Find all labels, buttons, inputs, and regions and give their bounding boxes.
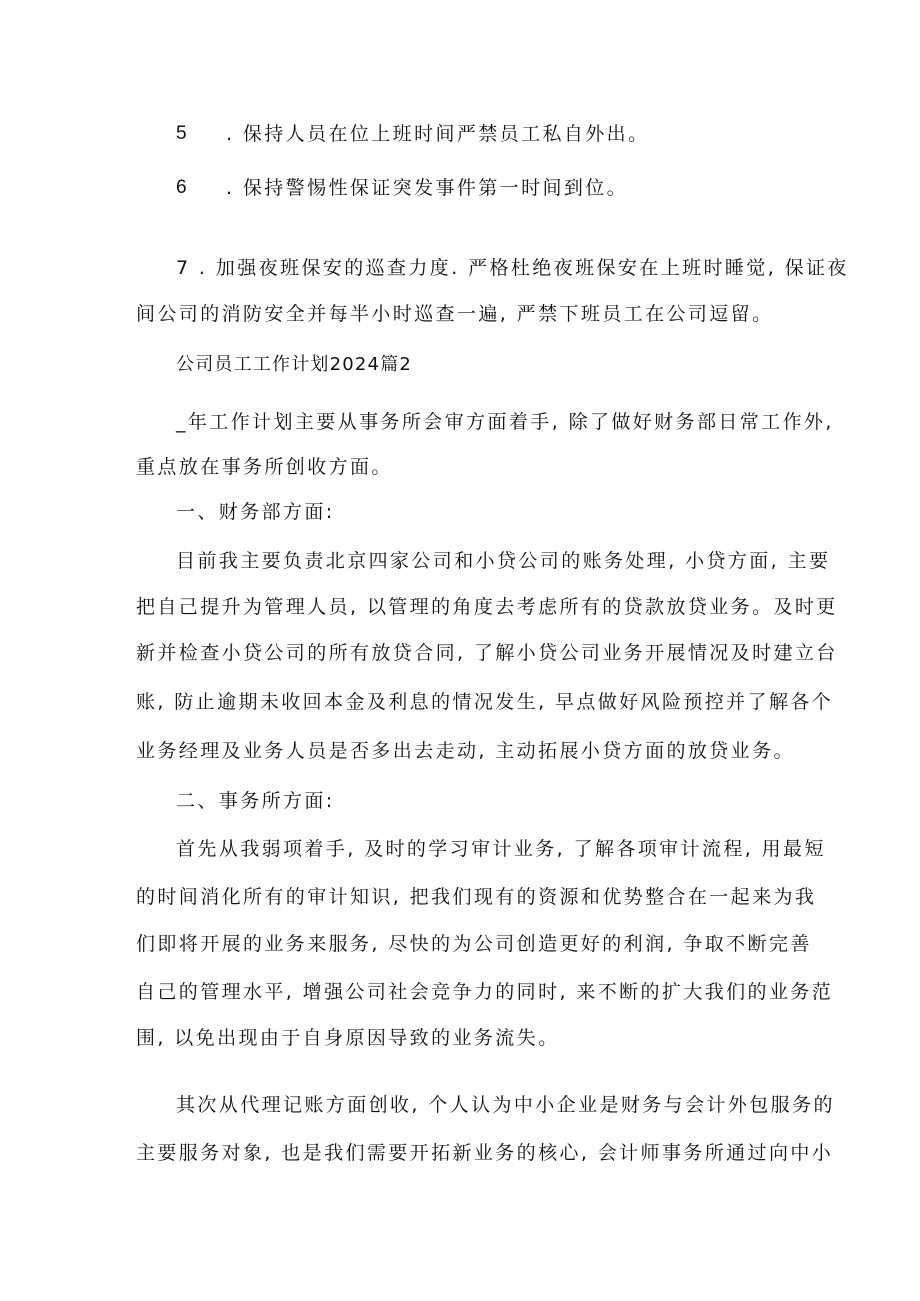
office-body-line-1: 首先从我弱项着手, 及时的学习审计业务, 了解各项审计流程, 用最短 bbox=[176, 838, 826, 860]
agency-body-line-1: 其次从代理记账方面创收, 个人认为中小企业是财务与会计外包服务的 bbox=[176, 1094, 835, 1116]
list-item-7-line-2: 间公司的消防安全并每半小时巡查一遍, 严禁下班员工在公司逗留。 bbox=[136, 303, 774, 325]
list-item-5-text: . 保持人员在位上班时间严禁员工私自外出。 bbox=[226, 123, 650, 145]
list-item-6-number: 6 bbox=[176, 177, 187, 198]
office-body-line-4: 自己的管理水平, 增强公司社会竞争力的同时, 来不断的扩大我们的业务范 bbox=[136, 981, 834, 1003]
list-item-7-line-1: 7 . 加强夜班保安的巡查力度. 严格杜绝夜班保安在上班时睡觉, 保证夜 bbox=[176, 257, 849, 279]
office-body-line-2: 的时间消化所有的审计知识, 把我们现有的资源和优势整合在一起来为我 bbox=[136, 886, 817, 908]
finance-body-line-5: 业务经理及业务人员是否多出去走动, 主动拓展小贷方面的放贷业务。 bbox=[136, 740, 795, 762]
intro-line-1: _年工作计划主要从事务所会审方面着手, 除了做好财务部日常工作外, bbox=[176, 411, 834, 433]
finance-body-line-3: 新并检查小贷公司的所有放贷合同, 了解小贷公司业务开展情况及时建立台 bbox=[136, 642, 838, 664]
intro-line-2: 重点放在事务所创收方面。 bbox=[136, 456, 393, 478]
list-item-6-text: . 保持警惕性保证突发事件第一时间到位。 bbox=[226, 177, 629, 199]
office-body-line-5: 围, 以免出现由于自身原因导致的业务流失。 bbox=[136, 1027, 560, 1049]
office-body-line-3: 们即将开展的业务来服务, 尽快的为公司创造更好的利润, 争取不断完善 bbox=[136, 933, 812, 955]
office-heading: 二、事务所方面: bbox=[176, 790, 335, 812]
finance-body-line-1: 目前我主要负责北京四家公司和小贷公司的账务处理, 小贷方面, 主要 bbox=[176, 550, 831, 572]
agency-body-line-2: 主要服务对象, 也是我们需要开拓新业务的核心, 会计师事务所通过向中小 bbox=[136, 1142, 834, 1164]
list-item-5-number: 5 bbox=[176, 123, 187, 144]
finance-body-line-2: 把自己提升为管理人员, 以管理的角度去考虑所有的贷款放贷业务。及时更 bbox=[136, 596, 838, 618]
section-title: 公司员工工作计划2024篇2 bbox=[176, 354, 413, 375]
finance-body-line-4: 账, 防止逾期未收回本金及利息的情况发生, 早点做好风险预控并了解各个 bbox=[136, 691, 834, 713]
finance-heading: 一、财务部方面: bbox=[176, 501, 335, 523]
